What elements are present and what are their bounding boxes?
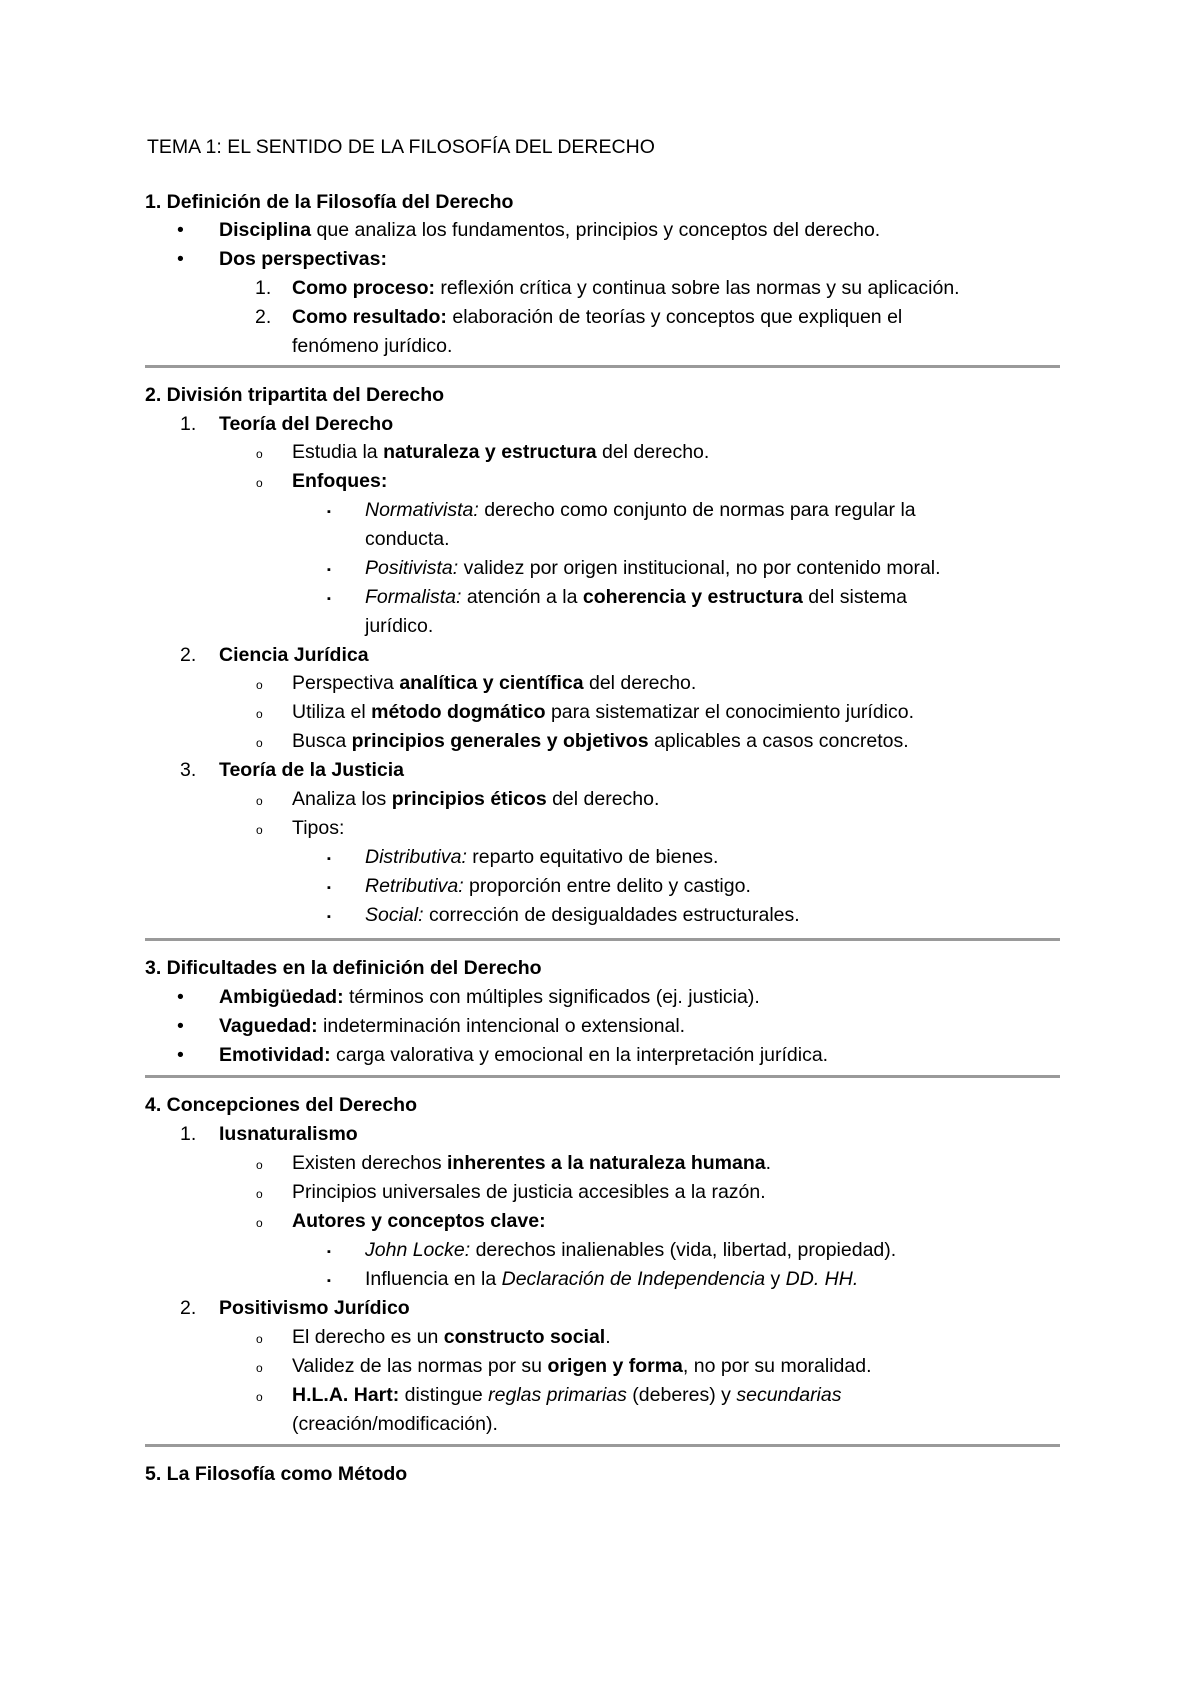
list-number: 2.: [180, 1297, 197, 1319]
list-number: 2.: [180, 644, 197, 666]
circle-marker: o: [256, 1187, 263, 1201]
list-item-continuation: conducta.: [365, 528, 450, 550]
list-item: Validez de las normas por su origen y forma, no por su moralidad.: [292, 1355, 872, 1377]
list-number: 1.: [255, 277, 272, 299]
circle-marker: o: [256, 1216, 263, 1230]
divider: [145, 365, 1060, 368]
document-title: TEMA 1: EL SENTIDO DE LA FILOSOFÍA DEL DERECHO: [147, 136, 655, 158]
list-item-continuation: fenómeno jurídico.: [292, 335, 453, 357]
bullet-marker: •: [177, 1015, 184, 1037]
circle-marker: o: [256, 678, 263, 692]
circle-marker: o: [256, 476, 263, 490]
square-marker: ▪: [327, 506, 331, 518]
divider: [145, 1444, 1060, 1447]
list-number: 1.: [180, 413, 197, 435]
list-item: H.L.A. Hart: distingue reglas primarias (deberes) y secundarias: [292, 1384, 842, 1406]
divider: [145, 938, 1060, 941]
list-item: Social: corrección de desigualdades estructurales.: [365, 904, 800, 926]
square-marker: ▪: [327, 564, 331, 576]
list-item: Formalista: atención a la coherencia y estructura del sistema: [365, 586, 907, 608]
list-number: 3.: [180, 759, 197, 781]
list-item: Ambigüedad: términos con múltiples significados (ej. justicia).: [219, 986, 760, 1008]
bullet-marker: •: [177, 986, 184, 1008]
list-item-continuation: jurídico.: [365, 615, 434, 637]
list-item: Tipos:: [292, 817, 345, 839]
list-item: El derecho es un constructo social.: [292, 1326, 611, 1348]
list-item: Existen derechos inherentes a la naturaleza humana.: [292, 1152, 772, 1174]
subsection-label: Ciencia Jurídica: [219, 644, 369, 666]
subsection-label: Teoría de la Justicia: [219, 759, 404, 781]
circle-marker: o: [256, 794, 263, 808]
list-item: Dos perspectivas:: [219, 248, 387, 270]
list-item: Disciplina que analiza los fundamentos, principios y conceptos del derecho.: [219, 219, 881, 241]
list-item: Influencia en la Declaración de Independencia y DD. HH.: [365, 1268, 859, 1290]
list-item: Principios universales de justicia accesibles a la razón.: [292, 1181, 766, 1203]
bullet-marker: •: [177, 248, 184, 270]
list-item: John Locke: derechos inalienables (vida, libertad, propiedad).: [365, 1239, 897, 1261]
square-marker: ▪: [327, 1246, 331, 1258]
list-number: 1.: [180, 1123, 197, 1145]
circle-marker: o: [256, 736, 263, 750]
subsection-label: Iusnaturalismo: [219, 1123, 358, 1145]
list-item-continuation: (creación/modificación).: [292, 1413, 498, 1435]
section-heading: 5. La Filosofía como Método: [145, 1463, 408, 1485]
list-item: Retributiva: proporción entre delito y castigo.: [365, 875, 751, 897]
circle-marker: o: [256, 447, 263, 461]
divider: [145, 1075, 1060, 1078]
section-heading: 1. Definición de la Filosofía del Derecho: [145, 191, 514, 213]
bullet-marker: •: [177, 1044, 184, 1066]
list-item: Utiliza el método dogmático para sistematizar el conocimiento jurídico.: [292, 701, 915, 723]
square-marker: ▪: [327, 1275, 331, 1287]
list-item: Enfoques:: [292, 470, 388, 492]
section-heading: 4. Concepciones del Derecho: [145, 1094, 418, 1116]
section-heading: 3. Dificultades en la definición del Derecho: [145, 957, 542, 979]
square-marker: ▪: [327, 853, 331, 865]
circle-marker: o: [256, 1158, 263, 1172]
section-heading: 2. División tripartita del Derecho: [145, 384, 445, 406]
list-item: Como resultado: elaboración de teorías y conceptos que expliquen el: [292, 306, 903, 328]
list-item: Estudia la naturaleza y estructura del derecho.: [292, 441, 710, 463]
list-item: Emotividad: carga valorativa y emocional en la interpretación jurídica.: [219, 1044, 829, 1066]
circle-marker: o: [256, 1390, 263, 1404]
subsection-label: Positivismo Jurídico: [219, 1297, 410, 1319]
list-item: Perspectiva analítica y científica del derecho.: [292, 672, 697, 694]
list-item: Distributiva: reparto equitativo de bienes.: [365, 846, 719, 868]
square-marker: ▪: [327, 911, 331, 923]
square-marker: ▪: [327, 593, 331, 605]
bullet-marker: •: [177, 219, 184, 241]
list-item: Positivista: validez por origen institucional, no por contenido moral.: [365, 557, 941, 579]
list-item: Analiza los principios éticos del derecho.: [292, 788, 660, 810]
circle-marker: o: [256, 1361, 263, 1375]
list-item: Normativista: derecho como conjunto de normas para regular la: [365, 499, 916, 521]
list-item: Autores y conceptos clave:: [292, 1210, 546, 1232]
circle-marker: o: [256, 823, 263, 837]
list-number: 2.: [255, 306, 272, 328]
circle-marker: o: [256, 707, 263, 721]
list-item: Como proceso: reflexión crítica y continua sobre las normas y su aplicación.: [292, 277, 960, 299]
list-item: Vaguedad: indeterminación intencional o extensional.: [219, 1015, 686, 1037]
subsection-label: Teoría del Derecho: [219, 413, 394, 435]
circle-marker: o: [256, 1332, 263, 1346]
square-marker: ▪: [327, 882, 331, 894]
list-item: Busca principios generales y objetivos aplicables a casos concretos.: [292, 730, 909, 752]
